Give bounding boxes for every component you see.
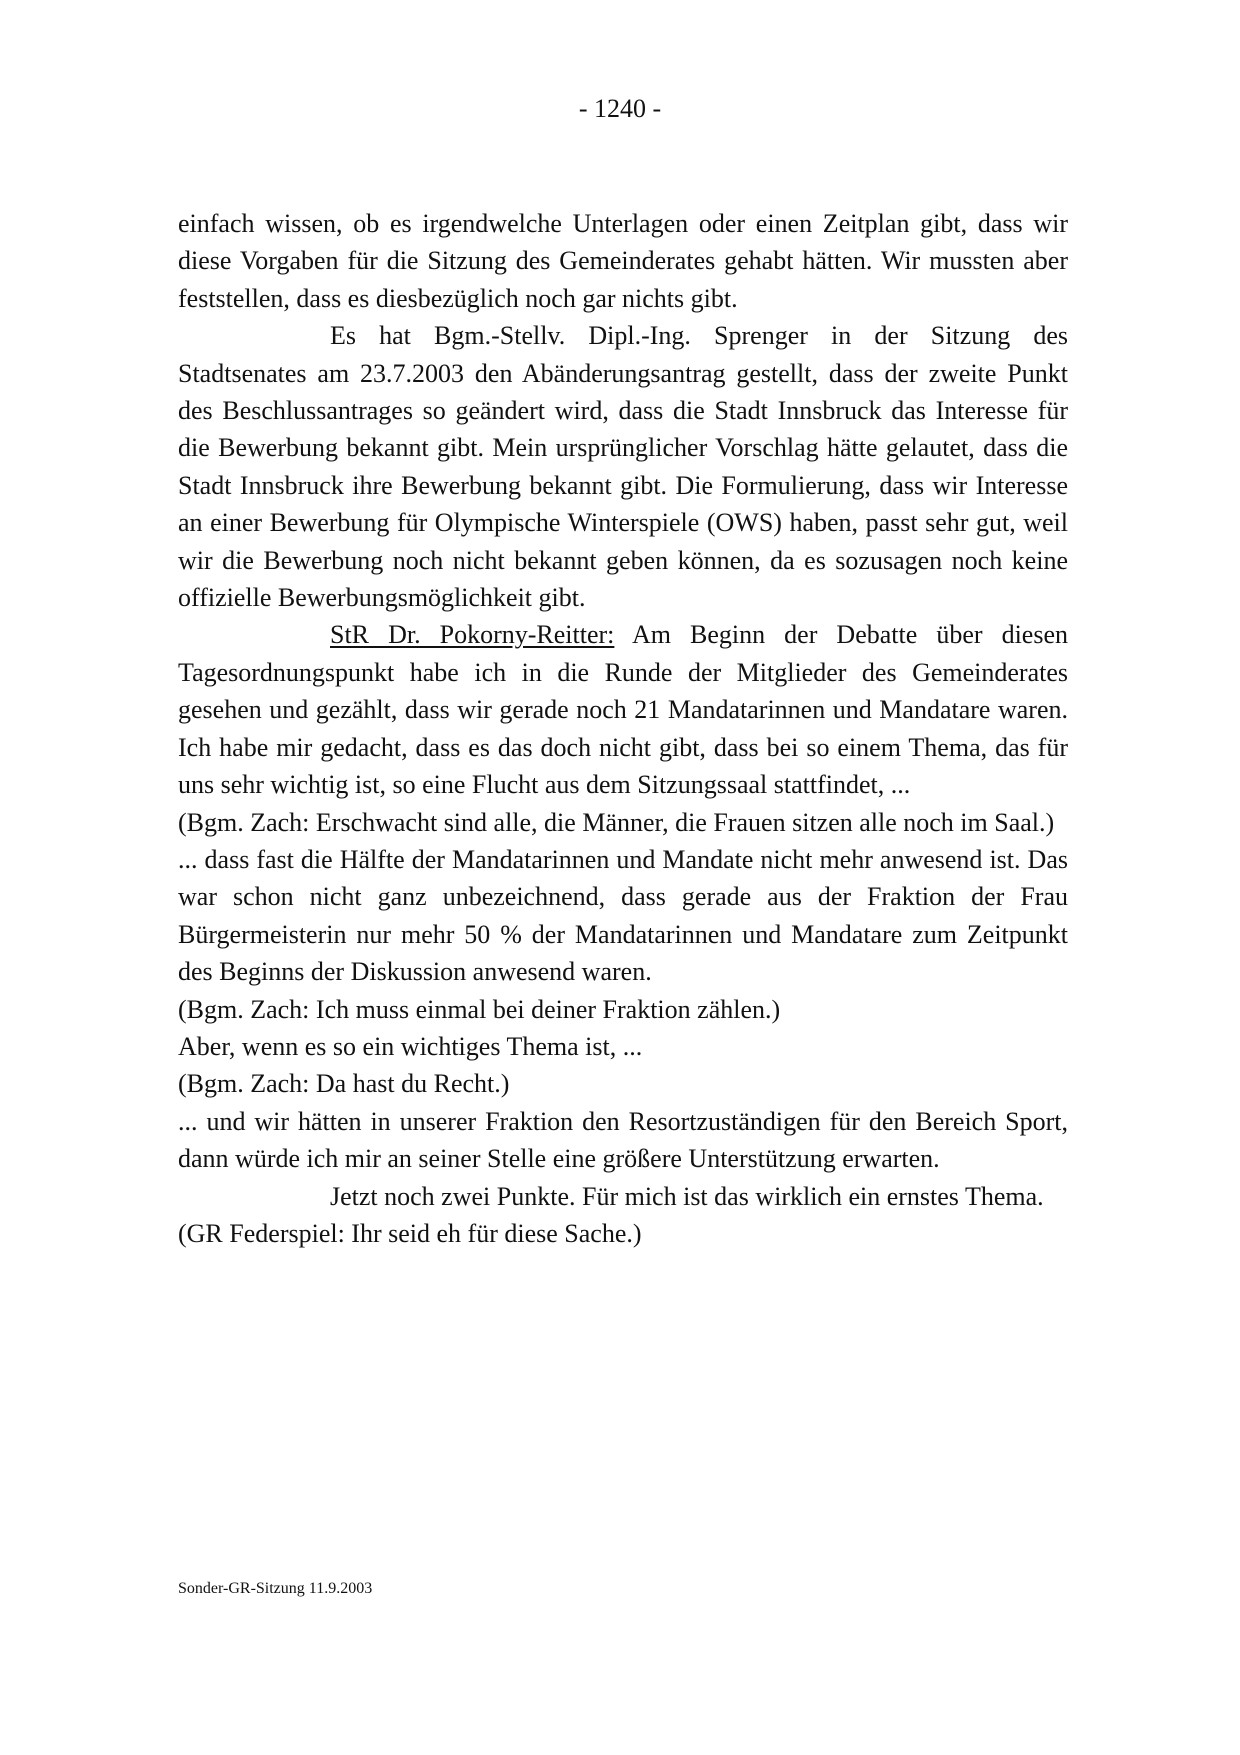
interjection: (Bgm. Zach: Ich muss einmal bei deiner Fraktion zählen.) bbox=[178, 994, 781, 1024]
interjection: (GR Federspiel: Ihr seid eh für diese Sache.) bbox=[178, 1218, 642, 1248]
paragraph: einfach wissen, ob es irgendwelche Unterlagen oder einen Zeitplan gibt, dass wir diese Vorgaben für die Sitzung des Gemeinderates gehabt hätten. Wir mussten aber feststellen, dass es diesbezüglich noch gar nichts gibt. bbox=[178, 209, 1068, 313]
paragraph: Jetzt noch zwei Punkte. Für mich ist das wirklich ein ernstes Thema. bbox=[330, 1181, 1044, 1211]
page-number: - 1240 - bbox=[578, 94, 662, 123]
interjection: (Bgm. Zach: Da hast du Recht.) bbox=[178, 1069, 510, 1099]
paragraph: Aber, wenn es so ein wichtiges Thema ist, ... bbox=[178, 1031, 643, 1061]
footer: Sonder-GR-Sitzung 11.9.2003 bbox=[178, 1580, 373, 1597]
paragraph: ... und wir hätten in unserer Fraktion den Resortzuständigen für den Bereich Sport, dann würde ich mir an seiner Stelle eine größere Unterstützung erwarten. bbox=[178, 1106, 1068, 1174]
speaker-name: StR Dr. Pokorny-Reitter: bbox=[330, 620, 615, 650]
speech-text: Am Beginn der Debatte über diesen Tagesordnungspunkt habe ich in die Runde der Mitglieder des Gemeinderates gesehen und gezählt, dass wir gerade noch 21 Mandatarinnen und Mandatare waren. Ich habe mir gedacht, dass es das doch nicht gibt, dass bei so einem Thema, das für uns sehr wichtig ist, so eine Flucht aus dem Sitzungssaal stattfindet, ... bbox=[178, 620, 1068, 800]
interjection: (Bgm. Zach: Erschwacht sind alle, die Männer, die Frauen sitzen alle noch im Saal.) bbox=[178, 807, 1055, 837]
paragraph: Es hat Bgm.-Stellv. Dipl.-Ing. Sprenger in der Sitzung des Stadtsenates am 23.7.2003 den Abänderungsantrag gestellt, dass der zweite Punkt des Beschlussantrages so geändert wird, dass die Stadt Innsbruck das Interesse für die Bewerbung bekannt gibt. Mein ursprünglicher Vorschlag hätte gelautet, dass die Stadt Innsbruck ihre Bewerbung bekannt gibt. Die Formulierung, dass wir Interesse an einer Bewerbung für Olympische Winterspiele (OWS) haben, passt sehr gut, weil wir die Bewerbung noch nicht bekannt geben können, da es sozusagen noch keine offizielle Bewerbungsmöglichkeit gibt. bbox=[178, 321, 1068, 613]
document-body bbox=[178, 205, 1068, 1252]
speaker-paragraph bbox=[178, 616, 1068, 803]
paragraph: ... dass fast die Hälfte der Mandatarinnen und Mandate nicht mehr anwesend ist. Das war schon nicht ganz unbezeichnend, dass gerade aus der Fraktion der Frau Bürgermeisterin nur mehr 50 % der Mandatarinnen und Mandatare zum Zeitpunkt des Beginns der Diskussion anwesend waren. bbox=[178, 844, 1068, 987]
